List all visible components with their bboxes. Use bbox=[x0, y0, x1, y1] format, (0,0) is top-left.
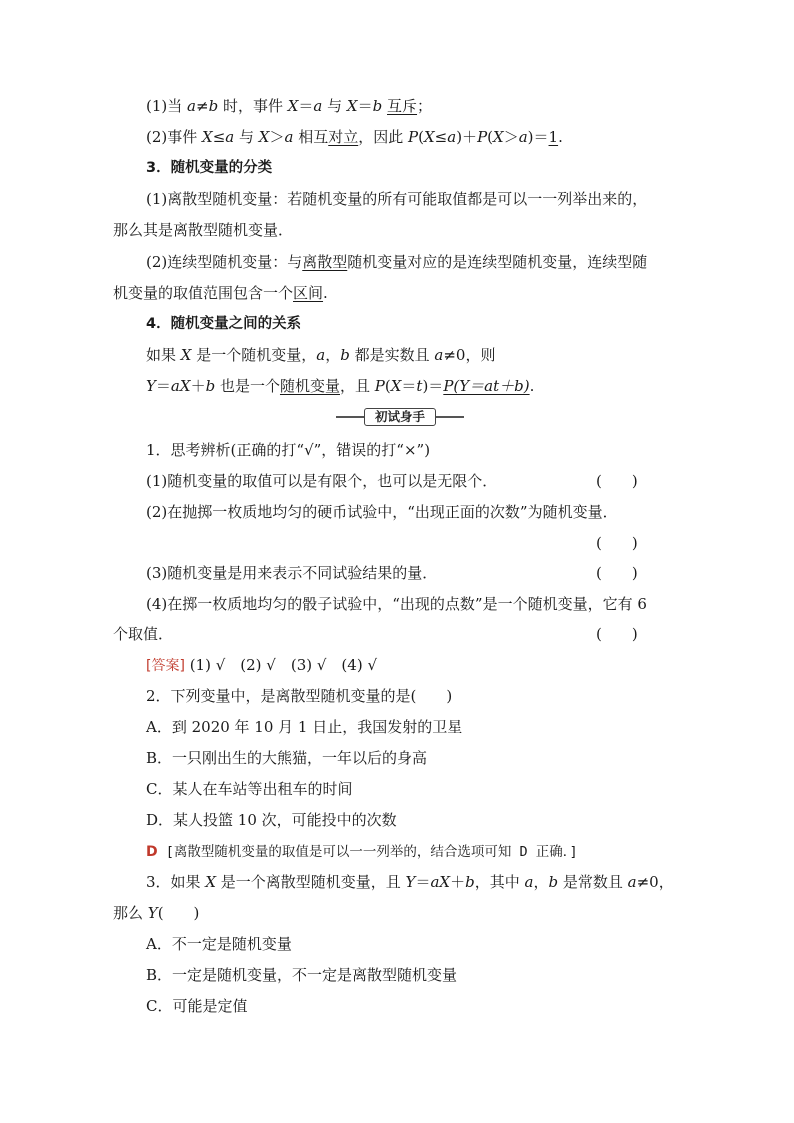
text-span: 也是一个 bbox=[215, 377, 280, 395]
answer-key-label: D bbox=[146, 844, 158, 860]
math-var: b bbox=[372, 97, 383, 115]
text-line-7 bbox=[113, 283, 328, 303]
option-b: B．一只刚出生的大熊猫，一年以后的身高 bbox=[146, 749, 428, 767]
math-var: a bbox=[313, 97, 323, 115]
text-span: 是常数且 bbox=[558, 873, 628, 891]
text-span: 3．如果 bbox=[146, 873, 206, 891]
math-var: Y bbox=[405, 873, 416, 891]
text-span: 是一个离散型随机变量，且 bbox=[216, 873, 406, 891]
answer-line-1 bbox=[146, 655, 377, 675]
answer-blank: P(Y＝at＋b) bbox=[443, 377, 530, 395]
question-1-item-3: (3)随机变量是用来表示不同试验结果的量． bbox=[146, 564, 438, 582]
answer-blank: 对立 bbox=[328, 128, 359, 146]
text-span: 是一个随机变量， bbox=[191, 346, 317, 364]
text-line-2 bbox=[146, 127, 563, 147]
math-symbol: ≤ bbox=[212, 128, 226, 146]
text-line-5: 那么其是离散型随机变量． bbox=[113, 221, 294, 239]
math-symbol: ＋ bbox=[450, 873, 466, 891]
text-span: ， bbox=[325, 346, 341, 364]
math-symbol: ( bbox=[418, 128, 424, 146]
math-var: a bbox=[524, 873, 534, 891]
text-span: ≠0， bbox=[636, 873, 674, 891]
answer-blank: 互斥 bbox=[387, 97, 418, 115]
math-var: b bbox=[208, 97, 219, 115]
option-c: C．可能是定值 bbox=[146, 997, 248, 1015]
math-var: a bbox=[225, 128, 235, 146]
math-var: P bbox=[477, 128, 488, 146]
math-var: X bbox=[493, 128, 504, 146]
section-heading-3: 3．随机变量的分类 bbox=[146, 160, 273, 176]
answer-values: (1) √ (2) √ (3) √ (4) √ bbox=[184, 656, 378, 674]
text-span: 如果 bbox=[146, 346, 181, 364]
text-span: ， bbox=[533, 873, 549, 891]
text-line-1 bbox=[146, 96, 432, 116]
question-1-item-4-cont: 个取值． bbox=[113, 625, 174, 643]
math-var: a bbox=[430, 873, 440, 891]
math-var: b bbox=[205, 377, 216, 395]
section-heading-4: 4．随机变量之间的关系 bbox=[146, 316, 302, 332]
math-symbol: ＝ bbox=[155, 377, 171, 395]
text-span: 随机变量对应的是连续型随机变量，连续型随 bbox=[347, 253, 648, 271]
math-var: X bbox=[346, 97, 358, 115]
text-span: 都是实数且 bbox=[349, 346, 435, 364]
answer-paren: ( ) bbox=[596, 625, 638, 643]
option-a: A．到 2020 年 10 月 1 日止，我国发射的卫星 bbox=[146, 718, 463, 736]
math-var: a bbox=[627, 873, 637, 891]
math-symbol: ＝ bbox=[401, 377, 417, 395]
math-var: X bbox=[439, 873, 451, 891]
text-span: (2)连续型随机变量：与 bbox=[146, 253, 303, 271]
math-symbol: ＞ bbox=[269, 128, 285, 146]
math-symbol: ＝ bbox=[415, 873, 431, 891]
math-var: t bbox=[416, 377, 423, 395]
math-symbol: ＞ bbox=[503, 128, 519, 146]
question-1-item-4: (4)在掷一枚质地均匀的骰子试验中，“出现的点数”是一个随机变量，它有 6 bbox=[146, 595, 647, 613]
answer-paren: ( ) bbox=[596, 472, 638, 490]
text-span: . bbox=[558, 128, 563, 146]
math-symbol: ≠ bbox=[195, 97, 209, 115]
math-symbol: ＋ bbox=[190, 377, 206, 395]
text-line-6 bbox=[146, 252, 647, 272]
option-c: C．某人在车站等出租车的时间 bbox=[146, 780, 353, 798]
text-span: 机变量的取值范围包含一个 bbox=[113, 284, 294, 302]
text-span: ，其中 bbox=[474, 873, 525, 891]
question-2-stem: 2．下列变量中，是离散型随机变量的是( ) bbox=[146, 687, 453, 705]
text-span: . bbox=[323, 284, 328, 302]
math-var: P bbox=[374, 377, 385, 395]
math-var: X bbox=[180, 346, 192, 364]
math-symbol: )＝ bbox=[422, 377, 444, 395]
math-symbol: ＝ bbox=[298, 97, 314, 115]
math-var: Y bbox=[146, 377, 156, 395]
math-var: a bbox=[518, 128, 528, 146]
math-var: b bbox=[548, 873, 559, 891]
question-1-item-2: (2)在抛掷一枚质地均匀的硬币试验中，“出现正面的次数”为随机变量． bbox=[146, 503, 618, 521]
text-span: ，因此 bbox=[358, 128, 409, 146]
math-var: a bbox=[187, 97, 196, 115]
text-span: 相互 bbox=[293, 128, 329, 146]
answer-paren: ( ) bbox=[596, 564, 638, 582]
math-symbol: )＋ bbox=[456, 128, 478, 146]
math-var: X bbox=[258, 128, 270, 146]
math-var: a bbox=[316, 346, 326, 364]
text-span: ； bbox=[417, 97, 433, 115]
answer-paren: ( ) bbox=[596, 534, 638, 552]
text-span: (1)当 bbox=[146, 97, 188, 115]
math-var: a bbox=[170, 377, 180, 395]
question-3-stem-cont bbox=[113, 903, 199, 923]
math-var: a bbox=[447, 128, 457, 146]
math-var: a bbox=[434, 346, 444, 364]
text-span: ，且 bbox=[339, 377, 375, 395]
text-span: ( ) bbox=[157, 904, 200, 922]
text-span: 与 bbox=[234, 128, 259, 146]
math-var: X bbox=[390, 377, 402, 395]
math-var: X bbox=[287, 97, 299, 115]
math-var: b bbox=[340, 346, 350, 364]
math-symbol: ≤ bbox=[434, 128, 448, 146]
answer-blank: 离散型 bbox=[302, 253, 348, 271]
math-symbol: ( bbox=[384, 377, 391, 395]
question-1-item-1: (1)随机变量的取值可以是有限个，也可以是无限个． bbox=[146, 472, 498, 490]
math-symbol: )＝ bbox=[527, 128, 549, 146]
math-var: X bbox=[202, 128, 213, 146]
math-symbol: ( bbox=[487, 128, 494, 146]
answer-key-label: [答案] bbox=[146, 658, 185, 674]
text-span: . bbox=[529, 377, 535, 395]
math-var: X bbox=[205, 873, 216, 891]
text-line-9 bbox=[146, 345, 495, 365]
math-var: a bbox=[284, 128, 294, 146]
math-var: b bbox=[465, 873, 475, 891]
badge-label: 初试身手 bbox=[364, 408, 436, 426]
text-span: 时，事件 bbox=[218, 97, 288, 115]
question-1-stem: 1．思考辨析(正确的打“√”，错误的打“×”) bbox=[146, 441, 431, 459]
text-span: ≠0，则 bbox=[443, 346, 496, 364]
text-line-10 bbox=[146, 376, 534, 396]
text-span: 那么 bbox=[113, 904, 148, 922]
math-var: Y bbox=[147, 904, 158, 922]
answer-explanation: [离散型随机变量的取值是可以一一列举的，结合选项可知 D 正确．] bbox=[157, 844, 578, 860]
option-d: D．某人投篮 10 次，可能投中的次数 bbox=[146, 811, 397, 829]
math-var: X bbox=[423, 128, 435, 146]
section-badge bbox=[336, 408, 464, 426]
answer-blank: 区间 bbox=[293, 284, 324, 302]
text-span: (2)事件 bbox=[146, 128, 203, 146]
option-a: A．不一定是随机变量 bbox=[146, 935, 292, 953]
math-var: X bbox=[179, 377, 191, 395]
answer-blank: 随机变量 bbox=[279, 377, 340, 395]
option-b: B．一定是随机变量，不一定是离散型随机变量 bbox=[146, 966, 458, 984]
math-symbol: ＝ bbox=[357, 97, 373, 115]
text-line-4: (1)离散型随机变量：若随机变量的所有可能取值都是可以一一列举出来的， bbox=[146, 190, 648, 208]
answer-blank: 1 bbox=[548, 128, 559, 146]
math-var: P bbox=[408, 128, 419, 146]
text-span: 与 bbox=[322, 97, 347, 115]
question-3-stem bbox=[146, 872, 674, 892]
answer-line-2 bbox=[146, 841, 578, 861]
